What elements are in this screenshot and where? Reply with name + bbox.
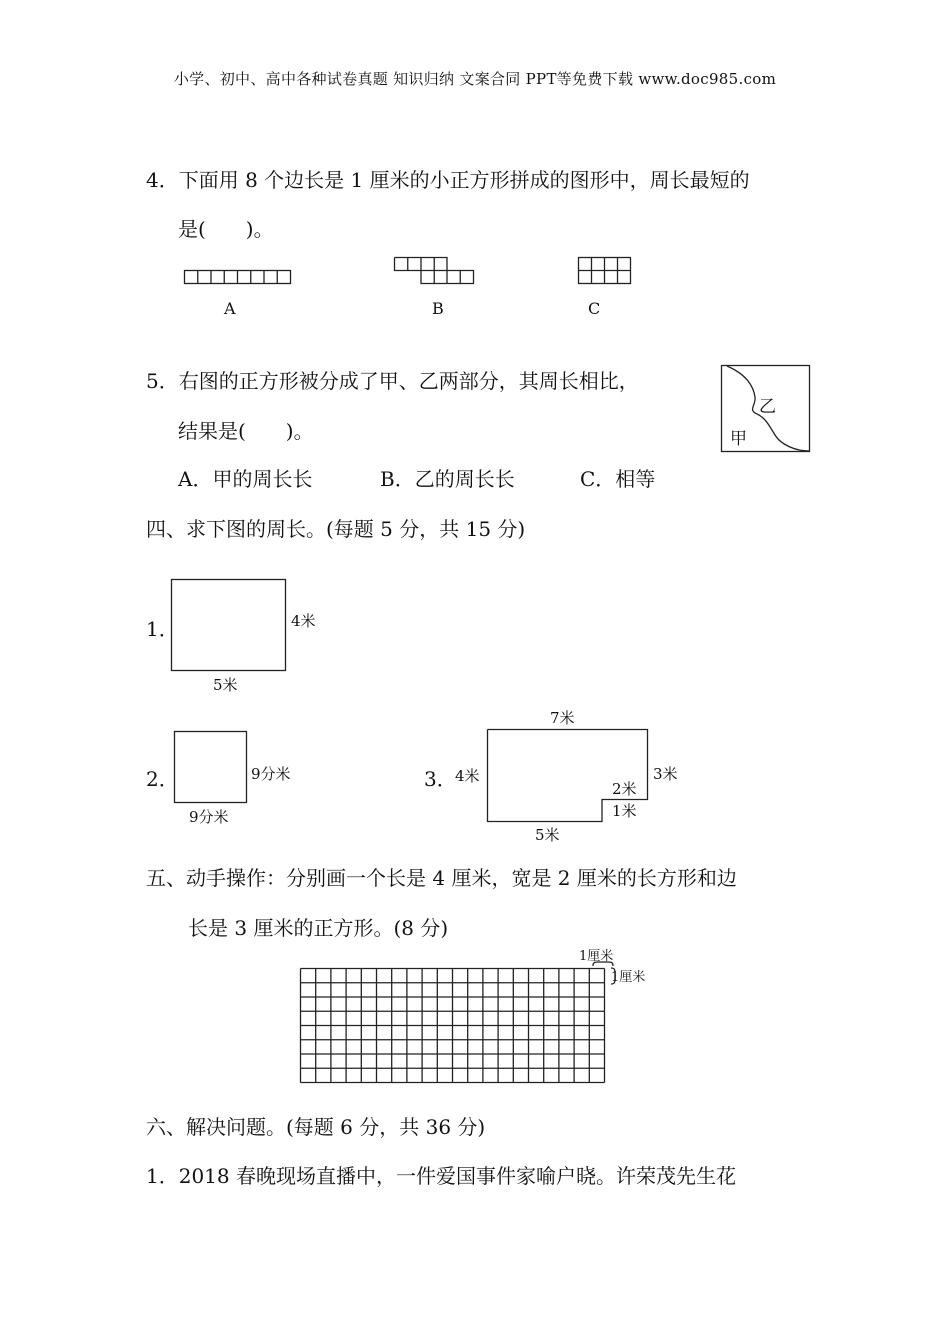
q5-label-jia: 甲 [730, 429, 747, 449]
s4-p2-side-label: 9分米 [251, 765, 291, 783]
q4-line2: 是( )。 [178, 217, 274, 241]
s4-p3-left-label: 4米 [455, 767, 480, 785]
s4-p3-right-label: 3米 [653, 765, 678, 783]
q5-line2: 结果是( )。 [178, 419, 314, 443]
s4-p3-top-label: 7米 [550, 709, 575, 727]
q4-figure-a [184, 270, 292, 284]
q4-figure-a-label: A [224, 299, 236, 318]
s4-p1-height-label: 4米 [291, 612, 316, 630]
s4-p2-bottom-label: 9分米 [189, 808, 229, 826]
q4-figure-c [578, 257, 632, 285]
q5-option-a: A．甲的周长长 [178, 467, 313, 491]
section4-title: 四、求下图的周长。(每题 5 分，共 15 分) [146, 517, 526, 541]
s4-p2-number: 2． [146, 767, 179, 791]
q5-line1: 5．右图的正方形被分成了甲、乙两部分，其周长相比， [146, 369, 639, 393]
section5-line1: 五、动手操作：分别画一个长是 4 厘米，宽是 2 厘米的长方形和边 [146, 866, 737, 890]
drawing-grid[interactable] [300, 968, 608, 1084]
s4-p3-bottom-label: 5米 [535, 826, 560, 844]
s4-p3-step-height-label: 1米 [612, 802, 637, 820]
q4-line1: 4．下面用 8 个边长是 1 厘米的小正方形拼成的图形中，周长最短的 [146, 168, 750, 192]
s4-p3-step-width-label: 2米 [612, 780, 637, 798]
section6-q1-line1: 1．2018 春晚现场直播中，一件爱国事件家喻户晓。许荣茂先生花 [146, 1164, 736, 1188]
q4-figure-c-label: C [588, 299, 601, 318]
s4-p1-rectangle [171, 579, 287, 672]
s4-p1-width-label: 5米 [213, 676, 238, 694]
q5-option-b: B．乙的周长长 [380, 467, 515, 491]
grid-unit-horizontal-label: 1厘米 [579, 949, 614, 964]
q4-figure-b-label: B [432, 299, 444, 318]
s4-p3-number: 3． [424, 767, 457, 791]
s4-p2-square [174, 731, 248, 804]
q4-figure-b [394, 257, 476, 285]
q5-option-c: C．相等 [580, 467, 656, 491]
section5-line2: 长是 3 厘米的正方形。(8 分) [188, 916, 449, 940]
q5-label-yi: 乙 [759, 397, 776, 417]
page-header: 小学、初中、高中各种试卷真题 知识归纳 文案合同 PPT等免费下载 www.doc985.com [173, 70, 777, 88]
grid-unit-vertical-label: 1厘米 [611, 970, 646, 985]
s4-p1-number: 1． [146, 617, 179, 641]
section6-title: 六、解决问题。(每题 6 分，共 36 分) [146, 1115, 486, 1139]
